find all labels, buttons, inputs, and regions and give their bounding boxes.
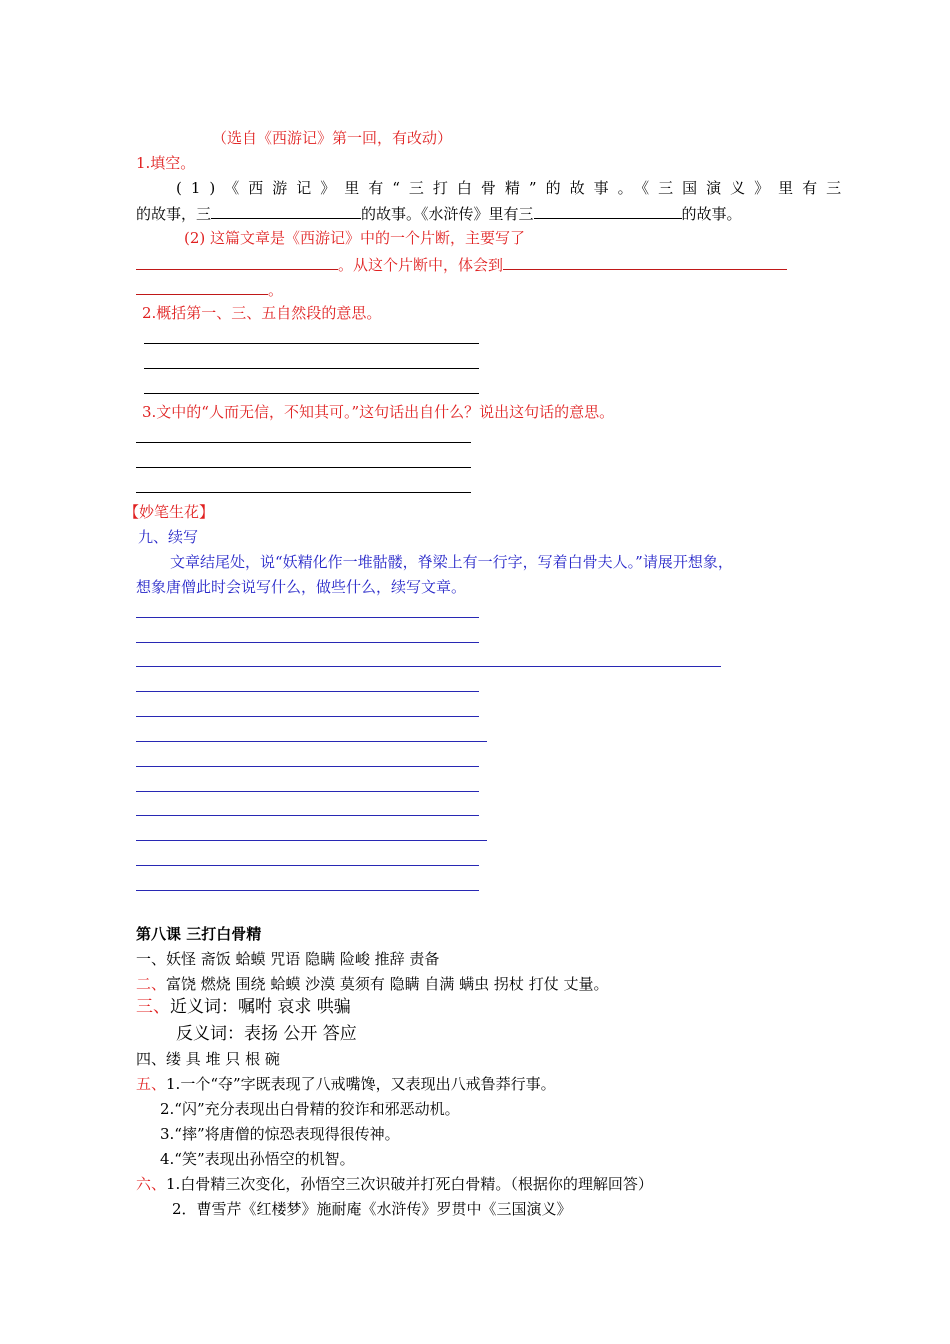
q1-title: 1.填空。: [136, 154, 196, 172]
writing-line[interactable]: [136, 766, 479, 767]
answer-line[interactable]: [136, 492, 471, 493]
answer-5-3: 3.“摔”将唐僧的惊恐表现得很传神。: [160, 1125, 400, 1143]
writing-line[interactable]: [136, 890, 479, 891]
q1-part2-line3: [136, 279, 283, 300]
answer-line[interactable]: [144, 343, 479, 344]
answer-3-label: 三、: [136, 997, 170, 1017]
source-note: （选自《西游记》第一回，有改动）: [212, 129, 453, 147]
answer-line[interactable]: [136, 442, 471, 443]
fill-blank-5[interactable]: [136, 279, 268, 295]
answer-5-2: 2.“闪”充分表现出白骨精的狡诈和邪恶动机。: [160, 1100, 460, 1118]
answer-5-line1: [136, 1074, 556, 1094]
writing-line[interactable]: [136, 642, 479, 643]
writing-line[interactable]: [136, 666, 721, 667]
q1-part1-text-a: 的故事，三: [136, 205, 212, 223]
answer-2-label: 二、: [136, 975, 167, 993]
writing-line[interactable]: [136, 691, 479, 692]
fill-blank-3[interactable]: [136, 254, 338, 270]
writing-prompt-line2: 想象唐僧此时会说写什么，做些什么，续写文章。: [136, 578, 467, 596]
answer-2-text: 富饶 燃烧 围绕 蛤蟆 沙漠 莫须有 隐瞒 自满 螨虫 拐杖 打仗 丈量。: [166, 975, 609, 993]
q1-part1-text-c: 的故事。: [681, 205, 742, 223]
answer-3-antonyms: 反义词：表扬 公开 答应: [176, 1024, 357, 1044]
writing-line[interactable]: [136, 815, 479, 816]
q1-part2-line1: (2) 这篇文章是《西游记》中的一个片断，主要写了: [184, 229, 526, 247]
answer-3-text: 近义词：嘱咐 哀求 哄骗: [170, 997, 351, 1017]
answer-6-label: 六、: [136, 1175, 167, 1193]
writing-line[interactable]: [136, 716, 479, 717]
answer-3: [136, 996, 351, 1018]
writing-line[interactable]: [136, 617, 479, 618]
answer-line[interactable]: [144, 368, 479, 369]
fill-blank-2[interactable]: [534, 203, 682, 219]
writing-line[interactable]: [136, 741, 487, 742]
answer-6-line1: [136, 1174, 653, 1194]
fill-blank-4[interactable]: [503, 254, 787, 270]
answer-2: [136, 974, 608, 994]
answer-4: 四、缕 具 堆 只 根 碗: [136, 1050, 280, 1068]
q1-part2-text-end: 。: [268, 281, 284, 299]
q3-title: 3.文中的“人而无信，不知其可。”这句话出自什么？说出这句话的意思。: [142, 403, 615, 421]
writing-line[interactable]: [136, 865, 479, 866]
writing-prompt-line1: 文章结尾处，说“妖精化作一堆骷髅，脊梁上有一行字，写着白骨夫人。”请展开想象，: [170, 553, 733, 571]
q2-title: 2.概括第一、三、五自然段的意思。: [142, 304, 382, 322]
answer-1: 一、妖怪 斋饭 蛤蟆 咒语 隐瞒 险峻 推辞 责备: [136, 950, 440, 968]
fill-blank-1[interactable]: [211, 203, 361, 219]
q1-part1-line2: [136, 203, 742, 224]
answer-line[interactable]: [136, 467, 471, 468]
answer-6-1: 1.白骨精三次变化，孙悟空三次识破并打死白骨精。（根据你的理解回答）: [166, 1175, 653, 1193]
section-header: 【妙笔生花】: [124, 503, 215, 521]
q1-part2-line2: [136, 254, 787, 275]
lesson-title: 第八课 三打白骨精: [136, 925, 262, 943]
answer-6-2: 2．曹雪芹《红楼梦》施耐庵《水浒传》罗贯中《三国演义》: [172, 1200, 572, 1218]
q1-part1-line1: (1)《西游记》里有“三打白骨精”的故事。《三国演义》里有三: [176, 179, 851, 197]
section-nine-title: 九、续写: [138, 528, 199, 546]
answer-5-label: 五、: [136, 1075, 167, 1093]
answer-line[interactable]: [144, 393, 479, 394]
answer-5-1: 1.一个“夺”字既表现了八戒嘴馋，又表现出八戒鲁莽行事。: [166, 1075, 556, 1093]
q1-part2-text-b: 。从这个片断中，体会到: [338, 256, 504, 274]
q1-part1-text-b: 的故事。《水浒传》里有三: [361, 205, 534, 223]
writing-line[interactable]: [136, 791, 479, 792]
answer-5-4: 4.“笑”表现出孙悟空的机智。: [160, 1150, 355, 1168]
writing-line[interactable]: [136, 840, 487, 841]
